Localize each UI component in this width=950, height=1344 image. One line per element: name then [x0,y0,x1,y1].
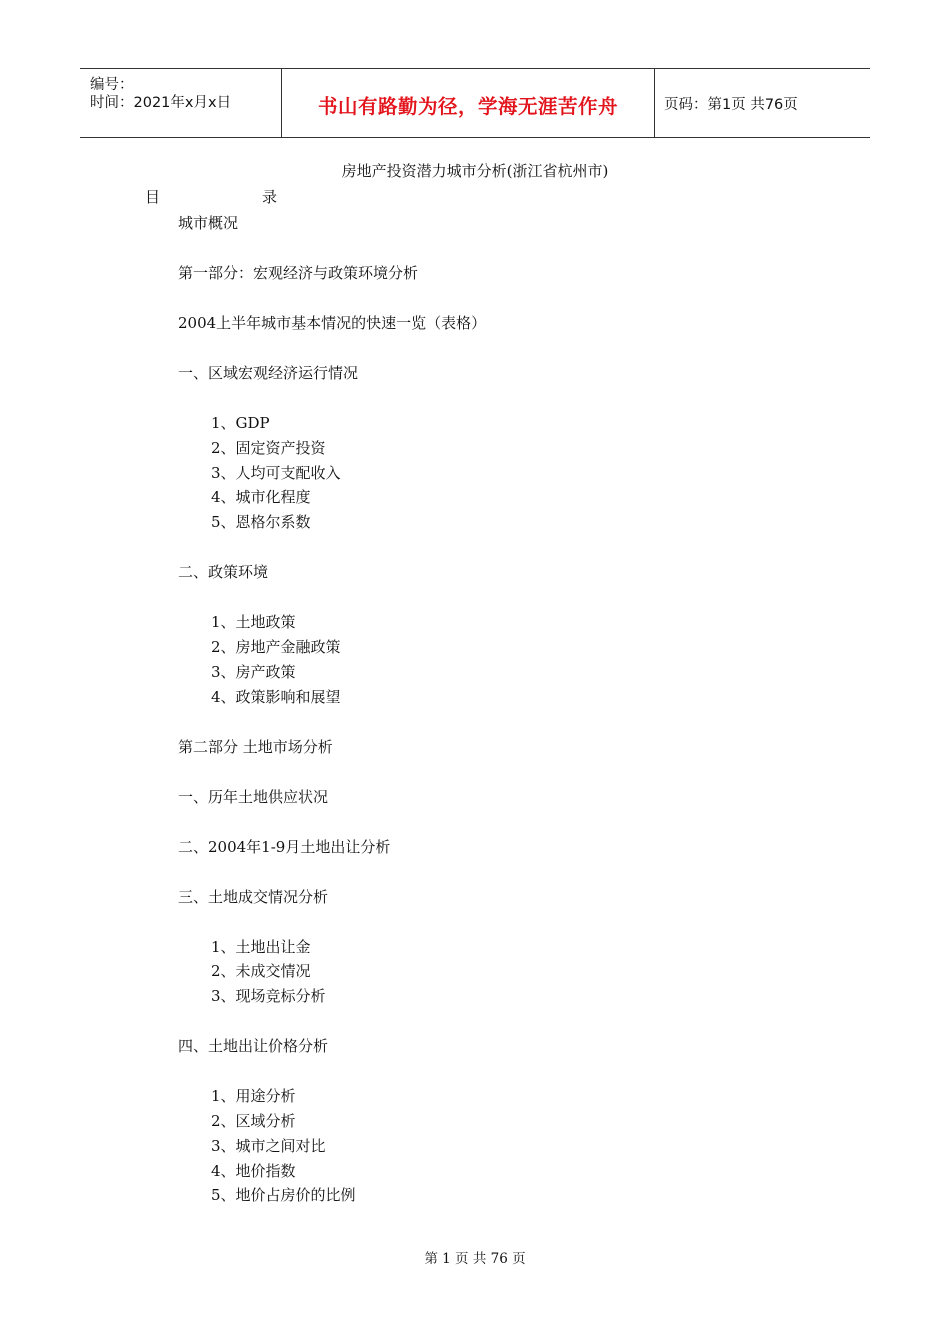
toc-item: 2004上半年城市基本情况的快速一览（表格） [178,314,487,332]
toc-subitem: 4、城市化程度 [211,488,311,507]
toc-heading-left: 目 [145,188,161,206]
toc-item: 城市概况 [178,214,239,232]
header-left-cell [80,69,281,137]
header-number-label: 编号： [90,77,134,93]
toc-subitem: 2、固定资产投资 [211,438,326,457]
toc-subitem: 4、政策影响和展望 [211,687,341,706]
toc-item: 三、土地成交情况分析 [178,887,329,906]
header-motto: 书山有路勤为径，学海无涯苦作舟 [317,95,618,118]
toc-subitem: 5、地价占房价的比例 [211,1186,356,1205]
header-motto-cell [281,69,655,137]
toc-item: 一、区域宏观经济运行情况 [178,364,359,382]
toc-item: 第一部分：宏观经济与政策环境分析 [178,264,419,282]
toc-item: 二、2004年1-9月土地出让分析 [178,837,391,856]
toc-subitem: 3、现场竞标分析 [211,987,326,1006]
header-date-label: 时间：2021年x月x日 [90,95,232,111]
toc-subitem: 2、房地产金融政策 [211,638,341,656]
page-header [80,68,870,138]
toc-subitem: 1、土地出让金 [211,937,311,956]
toc-item: 一、历年土地供应状况 [178,787,329,806]
document-title: 房地产投资潜力城市分析(浙江省杭州市) [341,162,609,180]
page-footer: 第 1 页 共 76 页 [424,1251,526,1267]
toc-subitem: 2、区域分析 [211,1112,296,1130]
toc-item: 四、土地出让价格分析 [178,1037,329,1056]
toc-subitem: 1、用途分析 [211,1087,296,1106]
toc-item: 第二部分 土地市场分析 [178,737,333,756]
header-page-cell [654,69,870,137]
toc-heading-right: 录 [262,188,278,206]
toc-subitem: 5、恩格尔系数 [211,513,311,532]
toc-subitem: 1、GDP [211,414,270,432]
toc-subitem: 3、房产政策 [211,662,296,681]
toc-subitem: 1、土地政策 [211,613,296,632]
toc-subitem: 2、未成交情况 [211,962,311,981]
toc-subitem: 4、地价指数 [211,1161,296,1180]
header-page-info: 页码：第1页 共76页 [664,96,798,113]
toc-item: 二、政策环境 [178,563,269,582]
toc-subitem: 3、城市之间对比 [211,1136,326,1155]
toc-subitem: 3、人均可支配收入 [211,463,341,482]
